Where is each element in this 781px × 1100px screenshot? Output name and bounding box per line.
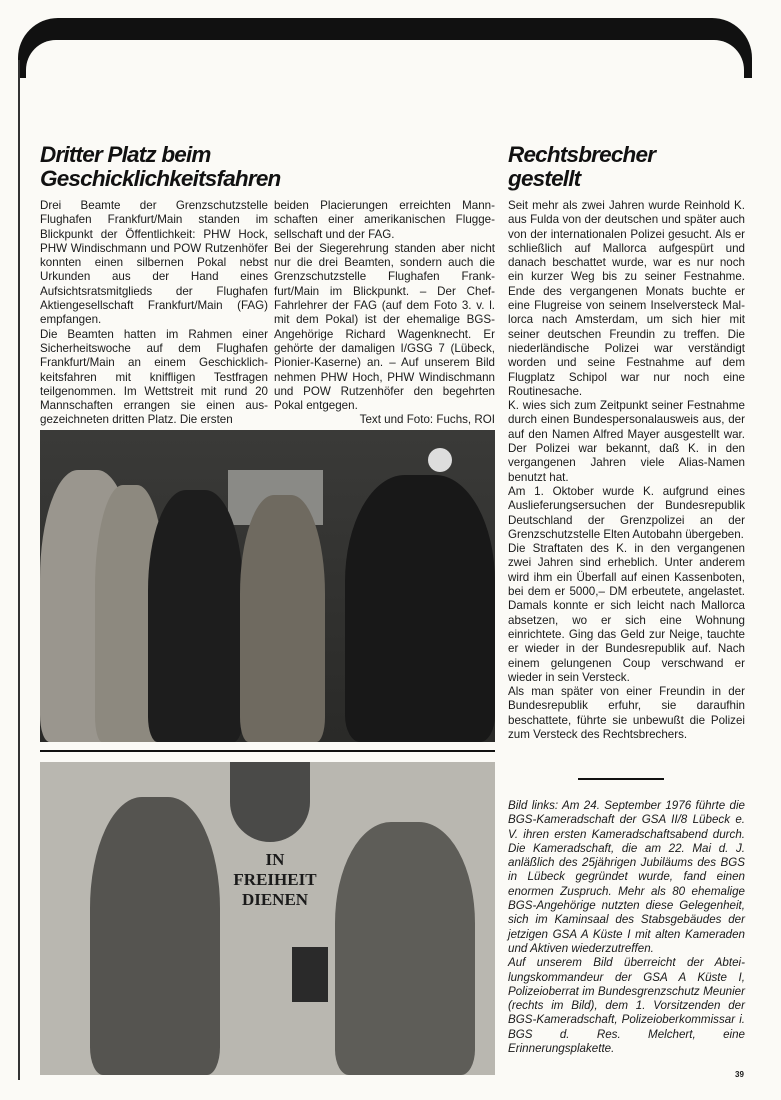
paragraph: Die Beamten hatten im Rahmen einer Sicherheitswoche auf dem Flughafen Frankfurt/Main an einem Geschicklichkeitsfahren mit kniffligen Testfragen teilgenommen. Im Wettstreit mit rund 20 Mannschaften errangen sie einen ausgezeichneten dritten Platz. Die ersten [40, 327, 268, 427]
sign-text: DIENEN [241, 890, 309, 909]
page-number: 39 [735, 1070, 744, 1079]
page-frame-left [18, 60, 20, 1080]
wall-sign [225, 850, 325, 910]
article2-body [508, 199, 745, 742]
person [90, 797, 220, 1075]
paragraph: Als man später von einer Freundin in der Bundesrepublik erfuhr, sie daraufhin beschattete, führte sie unbewußt die Polizei zum Versteck des Rechtsbrechers. [508, 685, 745, 741]
wall-clock [428, 448, 452, 472]
paragraph: Drei Beamte der Grenzschutzstelle Flughafen Frankfurt/Main standen im Blickpunkt der Öffentlichkeit: PHW Hock, PHW Windischmann und POW Rutzenhöfer konnten einen silbernen Pokal nebst Urkunden aus der Hand eines Aufsichtsratsmitglieds der Flughafen Aktiengesellschaft Frankfurt/Main (FAG) empfangen. [40, 199, 268, 327]
plaque-presentation-photo [40, 762, 495, 1075]
photo-credit: Text und Foto: Fuchs, ROI [359, 413, 495, 427]
photo-caption [508, 799, 745, 1056]
title-line: gestellt [508, 166, 581, 191]
article1-column2 [274, 199, 495, 428]
paragraph: Bei der Siegerehrung standen aber nicht nur die drei Beamten, sondern auch die Grenzschutzstelle Flughafen Frankfurt/Main im Blickpunkt. – Der Chef-Fahrlehrer der FAG (auf dem Foto 3. v. l. mit dem Pokal) ist der ehemalige BGS-Angehörige Richard Wagenknecht. Er gehörte der damaligen I/GSG 7 (Lübeck, Pionier-Kaserne) an. – Auf unserem Bild nehmen PHW Hoch, PHW Windischmann und POW Rutzenhöfer den begehrten Pokal entgegen. [274, 241, 495, 413]
paragraph: Seit mehr als zwei Jahren wurde Reinhold K. aus Fulda von der deutschen und später auch von der internationalen Polizei gesucht. Als er schließlich auf Mallorca aufgespürt und danach beschattet wurde, war es nur noch ein kurzer Weg bis zu seiner Festnahme. Ende des vergangenen Monats buchte er eine Flugreise von seinem Inselversteck Mallorca nach Amsterdam, um sich hier mit seiner deutschen Freundin zu treffen. Die niederländische Polizei war verständigt worden und seine Festnahme auf dem Flugplatz Schipol war nur noch eine Routinesache. [508, 199, 745, 398]
person [240, 495, 325, 742]
title-line: Rechtsbrecher [508, 142, 656, 167]
paragraph: Bild links: Am 24. September 1976 führte die BGS-Kameradschaft der GSA II/8 Lübeck e. V. ihren ersten Kameradschaftsabend durch. Die Kameradschaft, die am 22. Mai d. J. anläßlich des 25jährigen Jubiläums des BGS in Lübeck gegründet wurde, fand einen enormen Zuspruch. Mehr als 80 ehemalige BGS-Angehörige nutzten diese Gelegenheit, sich im Kaminsaal des Stabsgebäudes der jetzigen GSA A Küste I mit alten Kameraden und Aktiven wiederzutreffen. [508, 799, 745, 955]
person [148, 490, 243, 742]
paragraph: K. wies sich zum Zeitpunkt seiner Festnahme durch einen Bundespersonalausweis aus, der auf den Namen Alfred Mayer ausgestellt war. Der Polizei war bekannt, daß K. in den vergangenen Jahren viele Alias-Namen benutzt hat. [508, 399, 745, 484]
article1-column1 [40, 199, 268, 428]
article2-title [508, 143, 655, 191]
person [335, 822, 475, 1075]
sign-text: IN [265, 850, 285, 869]
person [345, 475, 495, 742]
coat-of-arms [230, 762, 310, 842]
award-ceremony-photo [40, 430, 495, 742]
paragraph: Auf unserem Bild überreicht der Abteilungskommandeur der GSA A Küste I, Polizeioberrat im Bundesgrenzschutz Meunier (rechts im Bild), dem 1. Vorsitzenden der BGS-Kameradschaft, Polizeioberkommissar i. BGS d. Res. Melchert, eine Erinnerungsplakette. [508, 956, 745, 1056]
paragraph: beiden Placierungen erreichten Mannschaften einer amerikanischen Fluggesellschaft und der FAG. [274, 199, 495, 241]
page-frame-inner [26, 40, 744, 100]
paragraph: Die Straftaten des K. in den vergangenen zwei Jahren sind erheblich. Unter anderem wird ihm ein Überfall auf einen Kassenboten, bei dem er 5000,– DM erbeutete, angelastet. Damals konnte er sich leicht nach Mallorca absetzen, wo er sich eine Wohnung einrichtete. Ging das Geld zur Neige, tauchte er wieder in der Bundesrepublik auf. Nach einem gelungenen Coup verschwand er wieder in sein Versteck. [508, 542, 745, 684]
title-line: Dritter Platz beim [40, 142, 211, 167]
sign-text: FREIHEIT [233, 870, 317, 889]
divider [40, 750, 495, 752]
paragraph: Am 1. Oktober wurde K. aufgrund eines Auslieferungsersuchen der Bundesrepublik Deutschland der Grenzpolizei an der Grenzschutzstelle Elten Autobahn übergeben. [508, 484, 745, 541]
title-line: Geschicklichkeitsfahren [40, 166, 281, 191]
divider [578, 778, 664, 780]
article1-title [40, 143, 280, 191]
plaque [292, 947, 328, 1002]
